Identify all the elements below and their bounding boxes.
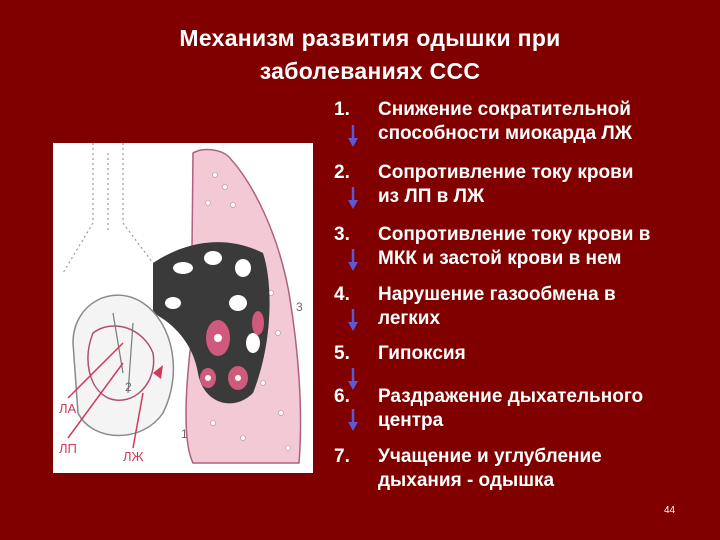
- slide-title: [40, 22, 700, 88]
- step-text-line-2: МКК и застой крови в нем: [378, 248, 622, 269]
- step-number: 2.: [334, 162, 350, 183]
- step-text-line-1: Сопротивление току крови в: [378, 224, 651, 245]
- step-text-line-2: из ЛП в ЛЖ: [378, 186, 485, 207]
- label-lzh: ЛЖ: [123, 449, 144, 464]
- step-number: 5.: [334, 343, 350, 364]
- step-text-line-1: Гипоксия: [378, 343, 466, 364]
- step-text-line-1: Учащение и углубление: [378, 446, 602, 467]
- step-number: 6.: [334, 386, 350, 407]
- label-2: 2: [125, 380, 132, 394]
- label-la: ЛА: [59, 401, 77, 416]
- step-text-line-2: дыхания - одышка: [378, 470, 555, 491]
- step-text-line-1: Сопротивление току крови: [378, 162, 634, 183]
- step-number: 1.: [334, 99, 350, 120]
- down-arrow-icon: [348, 409, 358, 431]
- down-arrow-icon: [348, 249, 358, 271]
- step-number: 4.: [334, 284, 350, 305]
- page-number: 44: [664, 505, 676, 516]
- step-text-line-1: Нарушение газообмена в: [378, 284, 616, 305]
- down-arrow-icon: [348, 309, 358, 331]
- title-line-2: заболеваниях ССС: [259, 58, 481, 84]
- step-text-line-2: центра: [378, 410, 444, 431]
- down-arrow-icon: [348, 187, 358, 209]
- down-arrow-icon: [348, 125, 358, 147]
- heart-lung-illustration: [53, 143, 313, 473]
- step-text-line-2: способности миокарда ЛЖ: [378, 123, 632, 144]
- title-line-1: Механизм развития одышки при: [179, 25, 561, 51]
- down-arrow-icon: [348, 368, 358, 390]
- label-lp: ЛП: [59, 441, 77, 456]
- step-number: 7.: [334, 446, 350, 467]
- step-text-line-1: Раздражение дыхательного: [378, 386, 644, 407]
- label-1: 1: [181, 427, 188, 441]
- step-text-line-2: легких: [378, 308, 441, 329]
- step-text-line-1: Снижение сократительной: [378, 99, 631, 120]
- label-3: 3: [296, 300, 303, 314]
- step-number: 3.: [334, 224, 350, 245]
